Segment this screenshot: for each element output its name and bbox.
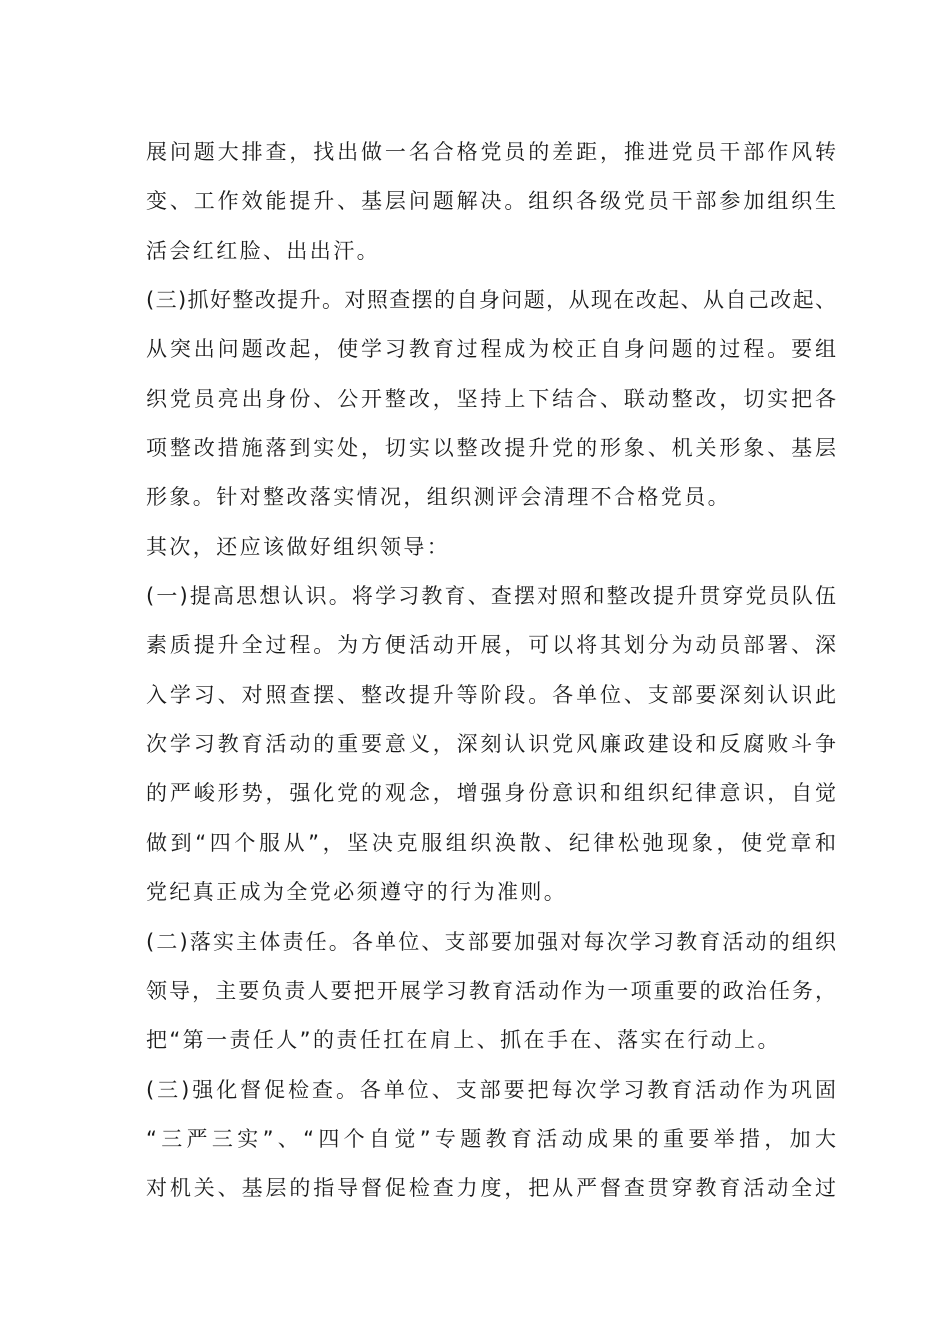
text-line: 形象。针对整改落实情况，组织测评会清理不合格党员。 bbox=[146, 485, 731, 510]
text-line: 织党员亮出身份、公开整改，坚持上下结合、联动整改，切实把各 bbox=[146, 386, 836, 411]
text-line: (三)抓好整改提升。对照查摆的自身问题，从现在改起、从自己改起、 bbox=[146, 288, 836, 313]
text-line: 入学习、对照查摆、整改提升等阶段。各单位、支部要深刻认识此 bbox=[146, 682, 836, 707]
body-text bbox=[146, 128, 836, 1214]
text-line: 变、工作效能提升、基层问题解决。组织各级党员干部参加组织生 bbox=[146, 189, 836, 214]
text-line: (三)强化督促检查。各单位、支部要把每次学习教育活动作为巩固 bbox=[146, 1077, 836, 1102]
text-line: 展问题大排查，找出做一名合格党员的差距，推进党员干部作风转 bbox=[146, 140, 836, 164]
text-line: 次学习教育活动的重要意义，深刻认识党风廉政建设和反腐败斗争 bbox=[146, 732, 836, 757]
text-line: 项整改措施落到实处，切实以整改提升党的形象、机关形象、基层 bbox=[146, 436, 836, 461]
text-line: (一)提高思想认识。将学习教育、查摆对照和整改提升贯穿党员队伍 bbox=[146, 584, 836, 609]
text-line: 对机关、基层的指导督促检查力度，把从严督查贯穿教育活动全过 bbox=[146, 1176, 836, 1201]
text-line: 把“第一责任人”的责任扛在肩上、抓在手在、落实在行动上。 bbox=[146, 1028, 781, 1053]
text-line: “三严三实”、“四个自觉”专题教育活动成果的重要举措，加大 bbox=[146, 1126, 836, 1151]
text-line: 的严峻形势，强化党的观念，增强身份意识和组织纪律意识，自觉 bbox=[146, 781, 836, 806]
text-line: 活会红红脸、出出汗。 bbox=[146, 238, 380, 263]
text-line: 领导，主要负责人要把开展学习教育活动作为一项重要的政治任务， bbox=[146, 978, 836, 1003]
text-line: 其次，还应该做好组织领导： bbox=[146, 534, 451, 559]
text-line: 党纪真正成为全党必须遵守的行为准则。 bbox=[146, 880, 568, 905]
text-line: 从突出问题改起，使学习教育过程成为校正自身问题的过程。要组 bbox=[146, 337, 836, 362]
text-line: (二)落实主体责任。各单位、支部要加强对每次学习教育活动的组织 bbox=[146, 929, 836, 954]
text-line: 做到“四个服从”，坚决克服组织涣散、纪律松弛现象，使党章和 bbox=[146, 830, 836, 855]
text-line: 素质提升全过程。为方便活动开展，可以将其划分为动员部署、深 bbox=[146, 633, 836, 658]
